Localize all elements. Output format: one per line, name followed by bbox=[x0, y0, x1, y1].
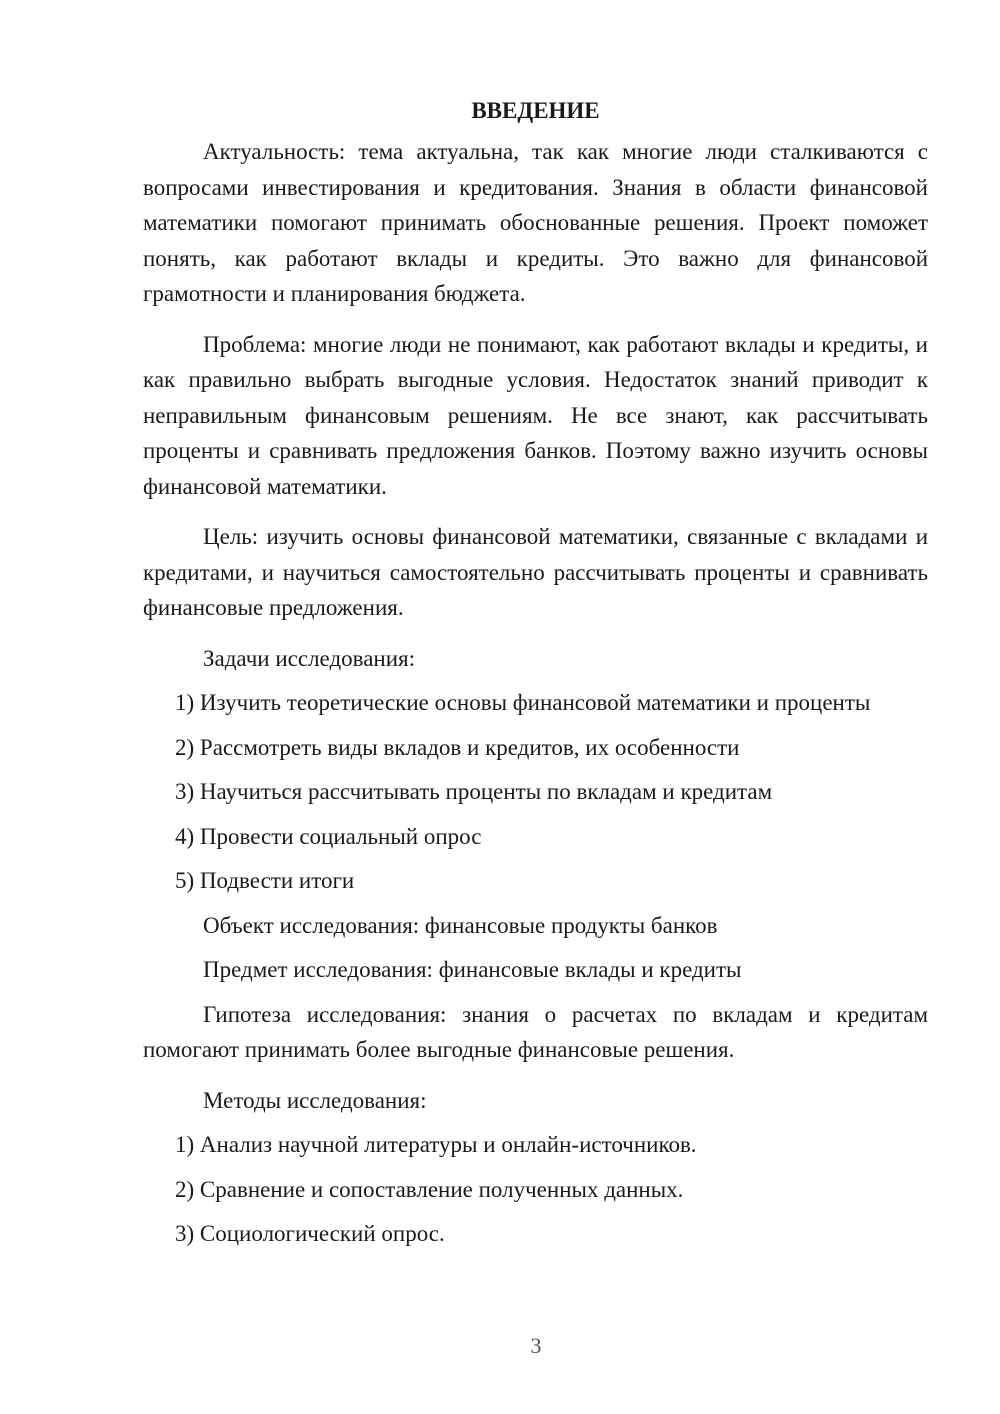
document-page bbox=[143, 95, 928, 1261]
hypothesis-paragraph: Гипотеза исследования: знания о расчетах по вкладам и кредитам помогают принимать более выгодные финансовые решения. bbox=[143, 1001, 928, 1062]
list-item: 4) Провести социальный опрос bbox=[175, 823, 482, 849]
relevance-paragraph: Актуальность: тема актуальна, так как многие люди сталкиваются с вопросами инвестирования и кредитования. Знания в области финансовой математики помогают принимать обоснованные решения. Проект поможет понять, как работают вклады и кредиты. Это важно для финансовой грамотности и планирования бюджета. bbox=[143, 139, 928, 306]
section-title: ВВЕДЕНИЕ bbox=[471, 98, 600, 123]
methods-list bbox=[143, 1127, 928, 1252]
methods-heading: Методы исследования: bbox=[203, 1087, 427, 1113]
list-item: 2) Сравнение и сопоставление полученных данных. bbox=[175, 1176, 684, 1202]
list-item: 5) Подвести итоги bbox=[175, 868, 355, 893]
goal-paragraph: Цель: изучить основы финансовой математики, связанные с вкладами и кредитами, и научиться самостоятельно рассчитывать проценты и сравнивать финансовые предложения. bbox=[143, 524, 928, 620]
list-item: 3) Социологический опрос. bbox=[175, 1221, 445, 1246]
tasks-heading: Задачи исследования: bbox=[203, 645, 416, 671]
list-item: 3) Научиться рассчитывать проценты по вкладам и кредитам bbox=[175, 779, 773, 804]
list-item: 2) Рассмотреть виды вкладов и кредитов, их особенности bbox=[175, 734, 740, 760]
problem-paragraph: Проблема: многие люди не понимают, как работают вклады и кредиты, и как правильно выбрать выгодные условия. Недостаток знаний приводит к неправильным финансовым решениям. Не все знают, как рассчитывать проценты и сравнивать предложения банков. Поэтому важно изучить основы финансовой математики. bbox=[143, 331, 928, 499]
page-number: 3 bbox=[530, 1333, 542, 1358]
list-item: 1) Изучить теоретические основы финансовой математики и проценты bbox=[175, 690, 871, 715]
tasks-list bbox=[143, 685, 928, 899]
list-item: 1) Анализ научной литературы и онлайн-источников. bbox=[175, 1132, 697, 1157]
subject-line: Предмет исследования: финансовые вклады и кредиты bbox=[203, 957, 742, 982]
object-line: Объект исследования: финансовые продукты банков bbox=[203, 912, 718, 938]
